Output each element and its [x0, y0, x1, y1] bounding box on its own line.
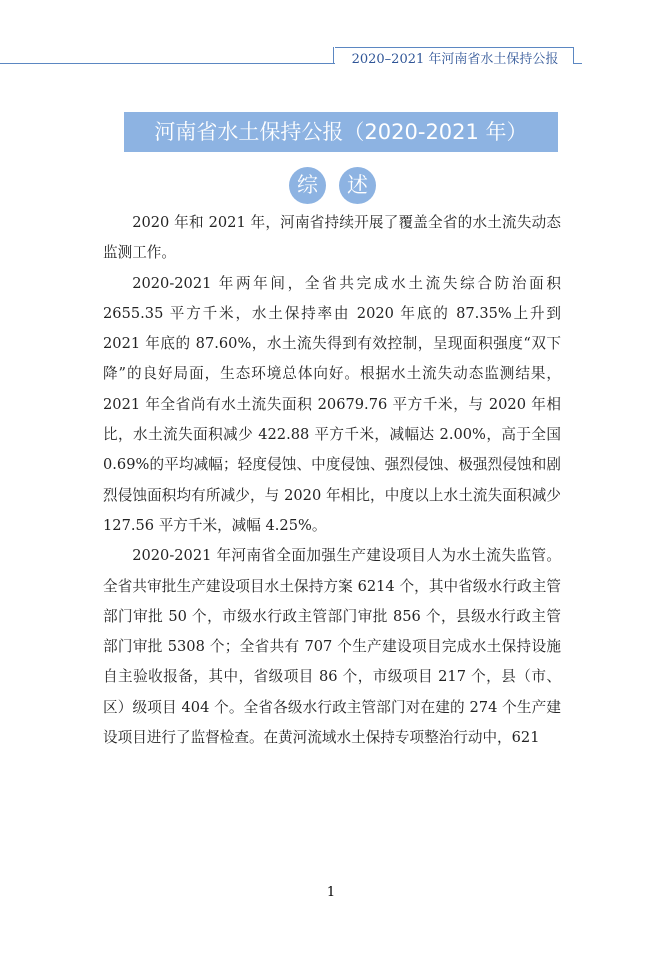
- title-banner: [124, 112, 558, 152]
- header-rule-step: [333, 47, 337, 64]
- body-text: [103, 208, 561, 753]
- paragraph-3: 2020-2021 年河南省全面加强生产建设项目人为水土流失监管。全省共审批生产建设项目水土保持方案 6214 个，其中省级水行政主管部门审批 50 个，市级水行政主管部门审批 856 个，县级水行政主管部门审批 5308 个；全省共有 707 个生产建设项目完成水土保持设施自主验收报备，其中，省级项目 86 个，市级项目 217 个，县（市、区）级项目 404 个。全省各级水行政主管部门对在建的 274 个生产建设项目进行了监督检查。在黄河流域水土保持专项整治行动中，621: [103, 547, 561, 747]
- page-title: 河南省水土保持公报（2020-2021 年）: [154, 120, 528, 144]
- page-number: 1: [326, 885, 336, 900]
- paragraph-2: 2020-2021 年两年间，全省共完成水土流失综合防治面积 2655.35 平方千米，水土保持率由 2020 年底的 87.35%上升到 2021 年底的 87.60%，水土流失得到有效控制，呈现面积强度“双下降”的良好局面，生态环境总体向好。根据水土流失动态监测结果，2021 年全省尚有水土流失面积 20679.76 平方千米，与 2020 年相比，水土流失面积减少 422.88 平方千米，减幅达 2.00%，高于全国 0.69%的平均减幅；轻度侵蚀、中度侵蚀、强烈侵蚀、极强烈侵蚀和剧烈侵蚀面积均有所减少，与 2020 年相比，中度以上水土流失面积减少 127.56 平方千米，减幅 4.25%。: [103, 274, 561, 534]
- header-rule-left: [0, 63, 335, 64]
- running-header: 2020–2021 年河南省水土保持公报: [351, 52, 559, 67]
- section-heading-char-2: 述: [339, 167, 376, 204]
- header-rule-right: [335, 47, 573, 48]
- section-heading-char-1: 综: [289, 167, 326, 204]
- paragraph-1: 2020 年和 2021 年，河南省持续开展了覆盖全省的水土流失动态监测工作。: [103, 214, 561, 262]
- header-rule-bracket: [573, 47, 582, 64]
